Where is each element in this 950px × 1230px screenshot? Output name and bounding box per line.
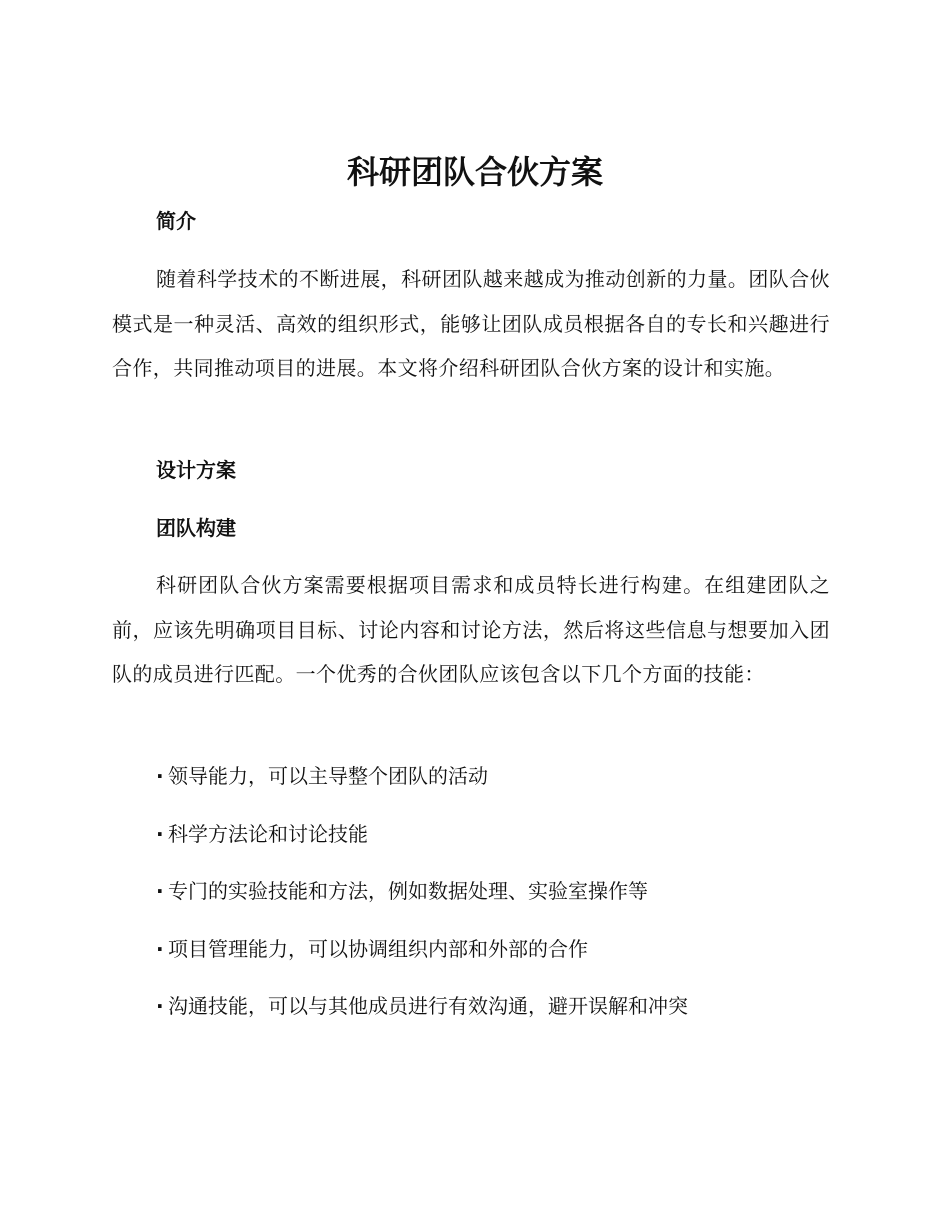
section-heading-design: 设计方案 — [156, 458, 236, 482]
intro-paragraph: 随着科学技术的不断进展，科研团队越来越成为推动创新的力量。团队合伙模式是一种灵活、高效的组织形式，能够让团队成员根据各自的专长和兴趣进行合作，共同推动项目的进展。本文将介绍科研团队合伙方案的设计和实施。 — [112, 267, 830, 380]
section-heading-team-building: 团队构建 — [156, 516, 236, 540]
list-item-text: 领导能力，可以主导整个团队的活动 — [168, 764, 488, 788]
list-item-text: 沟通技能，可以与其他成员进行有效沟通，避开误解和冲突 — [168, 994, 688, 1018]
skills-list — [156, 762, 836, 1050]
list-item-text: 项目管理能力，可以协调组织内部和外部的合作 — [168, 936, 588, 961]
team-building-paragraph: 科研团队合伙方案需要根据项目需求和成员特长进行构建。在组建团队之前，应该先明确项目目标、讨论内容和讨论方法，然后将这些信息与想要加入团队的成员进行匹配。一个优秀的合伙团队应该包含以下几个方面的技能： — [112, 573, 830, 686]
bullet-dot-icon: · — [156, 994, 164, 1018]
bullet-dot-icon: · — [156, 936, 164, 961]
document-title: 科研团队合伙方案 — [346, 153, 603, 191]
list-item — [156, 877, 836, 905]
list-item — [156, 820, 836, 848]
section-heading-intro: 简介 — [156, 209, 196, 233]
list-item — [156, 992, 836, 1020]
bullet-dot-icon: · — [156, 821, 164, 846]
bullet-dot-icon: · — [156, 879, 164, 903]
list-item — [156, 935, 836, 963]
list-item — [156, 762, 836, 790]
list-item-text: 科学方法论和讨论技能 — [168, 821, 368, 846]
list-item-text: 专门的实验技能和方法，例如数据处理、实验室操作等 — [168, 879, 648, 903]
bullet-dot-icon: · — [156, 764, 164, 788]
